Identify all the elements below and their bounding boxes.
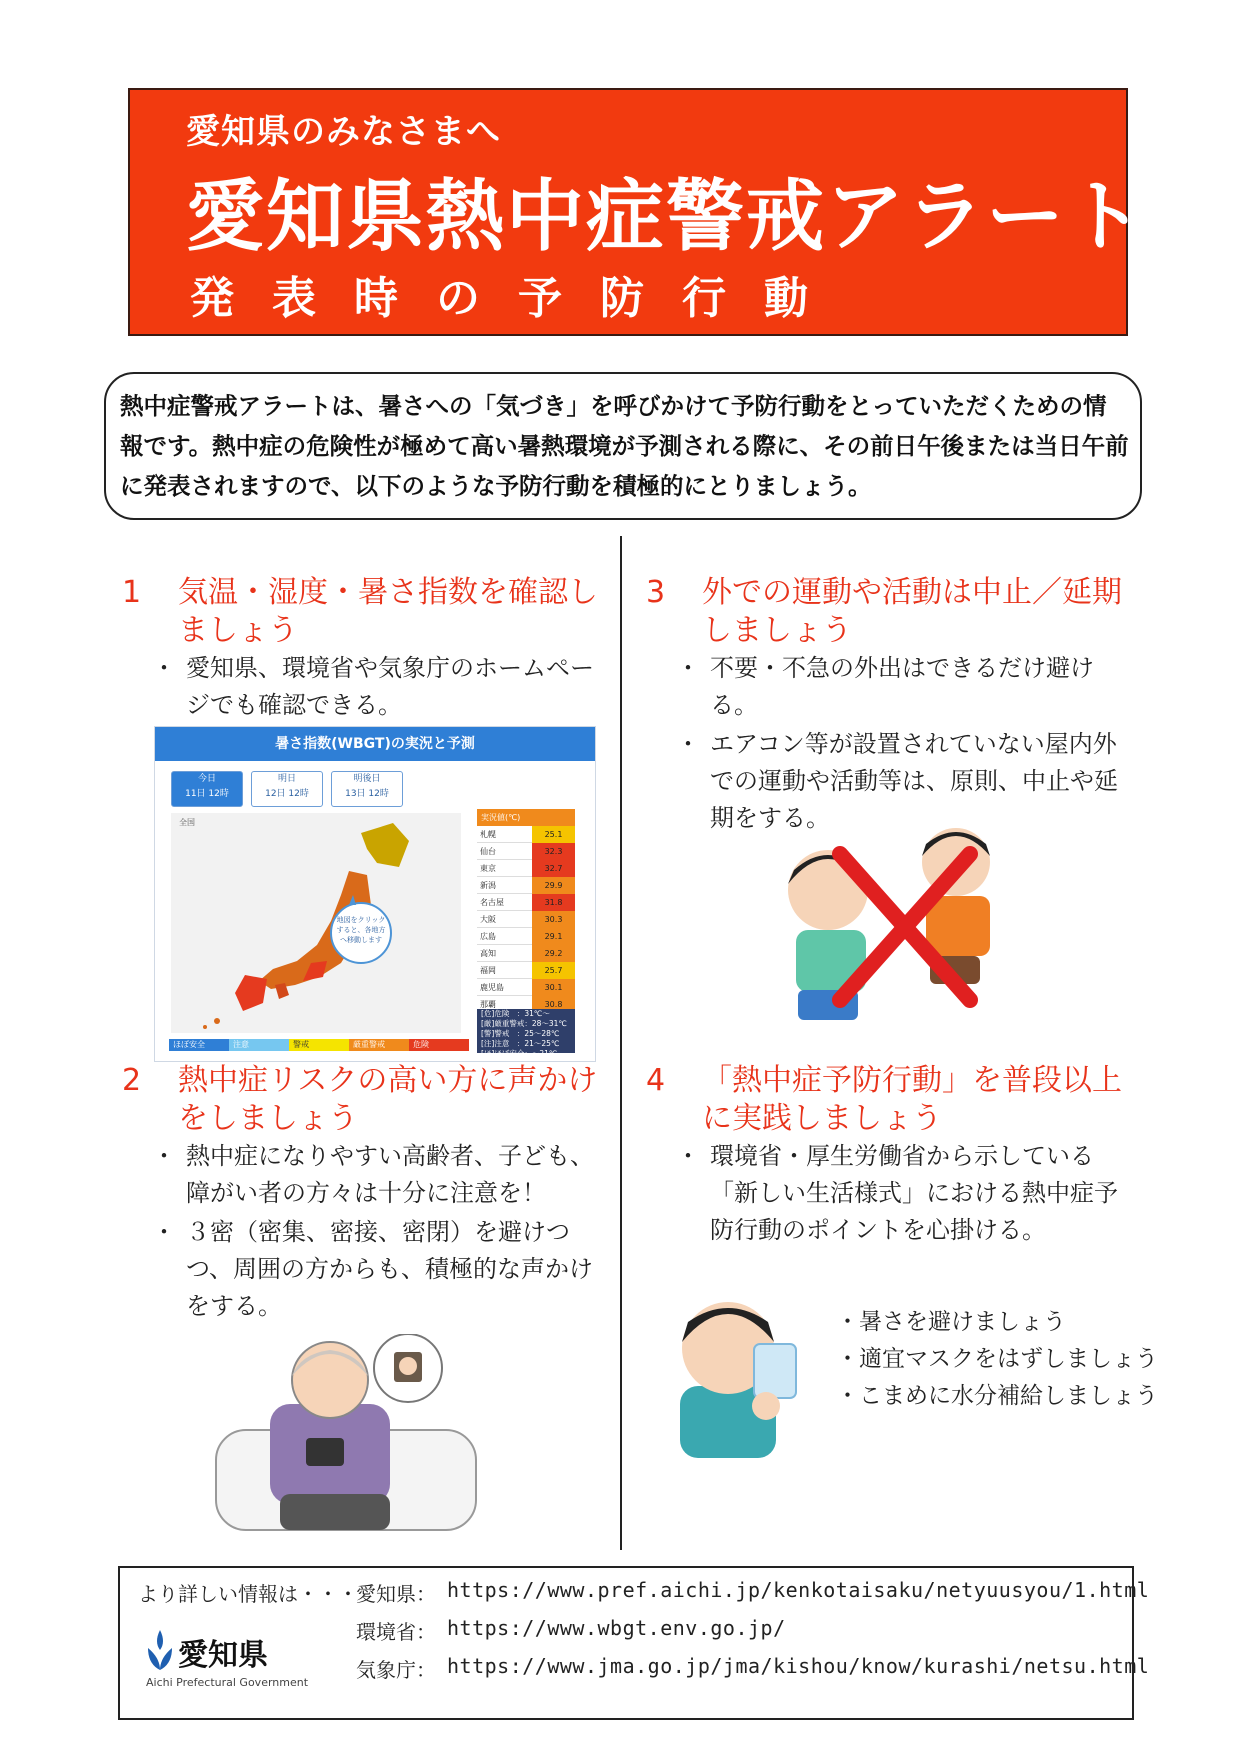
source-aichi-label: 愛知県： [356,1582,436,1606]
city-name: 名古屋 [477,894,532,911]
tab-tomorrow-day: 明日 [277,774,296,784]
city-value: 32.7 [532,860,575,877]
city-rows [477,826,575,1013]
city-name: 仙台 [477,843,532,860]
section-2-bullets [152,1138,602,1327]
city-name: 広島 [477,928,532,945]
wbgt-map-header: 暑さ指数(WBGT)の実況と予測 [155,727,595,761]
city-value: 29.2 [532,945,575,962]
intro-box [104,372,1142,520]
city-value: 32.3 [532,843,575,860]
city-row [477,928,575,945]
tab-tomorrow [251,771,323,807]
section-3-heading: 外での運動や活動は中止／延期しましょう [702,575,1122,648]
legend-level: 厳重警戒 [349,1039,409,1051]
city-value: 29.9 [532,877,575,894]
city-row [477,826,575,843]
city-name: 高知 [477,945,532,962]
city-row [477,962,575,979]
city-value: 25.7 [532,962,575,979]
legend-level: 注意 [229,1039,289,1051]
city-name: 福岡 [477,962,532,979]
city-row [477,911,575,928]
section-1-bullet-1: ・ 愛知県、環境省や気象庁のホームページでも確認できる。 [152,650,602,724]
japan-map-shape [171,813,461,1033]
city-row [477,945,575,962]
section-4-title [646,1062,1140,1142]
tab-day-after-time: 13日 12時 [345,789,389,799]
city-row [477,843,575,860]
legend-range: [ほ]ほぼ安全：～21℃ [481,1049,558,1058]
tip-hydrate: ・こまめに水分補給しましょう [836,1383,1158,1409]
intro-text: 熱中症警戒アラートは、暑さへの「気づき」を呼びかけて予防行動をとっていただくための情報です。熱中症の危険性が極めて高い暑熱環境が予測される際に、その前日午後または当日午前に発表されますので、以下のような予防行動を積極的にとりましょう。 [120,392,1129,500]
city-value: 30.1 [532,979,575,996]
city-name: 新潟 [477,877,532,894]
section-3-bullet-2: ・ エアコン等が設置されていない屋内外での運動や活動等は、原則、中止や延期をする。 [676,726,1136,837]
section-3-bullets [676,650,1136,839]
legend-range: [警]警戒 ：25～28℃ [481,1029,560,1038]
section-4-number: 4 [646,1063,666,1098]
source-env-link[interactable]: https://www.wbgt.env.go.jp/ [447,1616,786,1640]
grandma-phone-illustration [210,1334,480,1544]
city-name: 札幌 [477,826,532,843]
section-2-bullet-1: ・ 熱中症になりやすい高齢者、子ども、障がい者の方々は十分に注意を！ [152,1138,602,1212]
map-callout: 地図をクリックすると、各地方へ移動します [336,916,386,944]
city-value: 30.8 [532,996,575,1013]
banner-tagline: 発表時の予防行動 [190,273,846,324]
section-2-bullet-2: ・ ３密（密集、密接、密閉）を避けつつ、周囲の方からも、積極的な声かけをする。 [152,1214,602,1325]
source-aichi-link[interactable]: https://www.pref.aichi.jp/kenkotaisaku/netyuusyou/1.html [447,1578,1150,1602]
banner-subtitle: 愛知県のみなさまへ [186,112,501,152]
logo-name: 愛知県 [178,1638,268,1673]
info-lead: より詳しい情報は・・・ [138,1582,358,1606]
tab-tomorrow-time: 12日 12時 [265,789,309,799]
city-name: 大阪 [477,911,532,928]
legend-range: [厳]厳重警戒：28～31℃ [481,1019,567,1028]
city-name: 那覇 [477,996,532,1013]
city-name: 東京 [477,860,532,877]
city-value: 29.1 [532,928,575,945]
wbgt-map-screenshot [154,726,596,1062]
city-value: 25.1 [532,826,575,843]
city-row [477,877,575,894]
section-2-number: 2 [122,1063,142,1098]
banner-title: 愛知県熱中症警戒アラート [186,172,1147,262]
section-1-title [122,574,612,654]
section-3-title [646,574,1140,654]
section-1-bullets [152,650,602,726]
source-jma-label: 気象庁： [356,1658,436,1682]
tab-day-after-day: 明後日 [353,774,381,784]
legend-bar [169,1039,469,1051]
tab-today-day: 今日 [197,774,216,784]
section-4-bullet-1: ・ 環境省・厚生労働省から示している「新しい生活様式」における熱中症予防行動のポイントを心掛ける。 [676,1138,1136,1249]
legend-level: 警戒 [289,1039,349,1051]
legend-level: ほぼ安全 [169,1039,229,1051]
more-info-box [118,1566,1150,1720]
boy-drinking-illustration [668,1290,818,1460]
legend-range: [注]注意 ：21～25℃ [481,1039,560,1048]
legend-ranges [477,1009,575,1058]
section-1-heading: 気温・湿度・暑さ指数を確認しましょう [178,575,598,648]
column-divider [620,536,622,1550]
city-value: 30.3 [532,911,575,928]
section-4-bullets [676,1138,1136,1251]
source-env-label: 環境省： [356,1620,436,1644]
tips-list [836,1304,1158,1415]
tab-day-after [331,771,403,807]
legend-range: [危]危険 ：31℃～ [481,1009,550,1018]
section-4-heading: 「熱中症予防行動」を普段以上に実践しましょう [702,1063,1122,1136]
city-value-table [477,809,575,1013]
section-1-number: 1 [122,575,142,610]
tip-remove-mask: ・適宜マスクをはずしましょう [836,1346,1158,1372]
japan-map [171,813,461,1033]
tab-today [171,771,243,807]
source-jma-link[interactable]: https://www.jma.go.jp/jma/kishou/know/kurashi/netsu.html [447,1654,1150,1678]
legend-level: 危険 [409,1039,469,1051]
section-3-number: 3 [646,575,666,610]
section-3-bullet-1: ・ 不要・不急の外出はできるだけ避ける。 [676,650,1136,724]
section-2-title [122,1062,612,1142]
city-row [477,979,575,996]
header-banner [128,88,1147,336]
aichi-logo-icon [144,1628,176,1672]
tab-today-time: 11日 12時 [185,789,229,799]
running-kids-prohibited-illustration [730,820,1070,1036]
section-2-heading: 熱中症リスクの高い方に声かけをしましょう [178,1063,598,1136]
city-row [477,894,575,911]
map-corner-label: 全国 [179,818,195,827]
city-table-header: 実況値(℃) [477,809,575,826]
city-name: 鹿児島 [477,979,532,996]
tip-avoid-heat: ・暑さを避けましょう [836,1309,1066,1335]
logo-english: Aichi Prefectural Government [146,1676,309,1689]
city-value: 31.8 [532,894,575,911]
city-row [477,860,575,877]
